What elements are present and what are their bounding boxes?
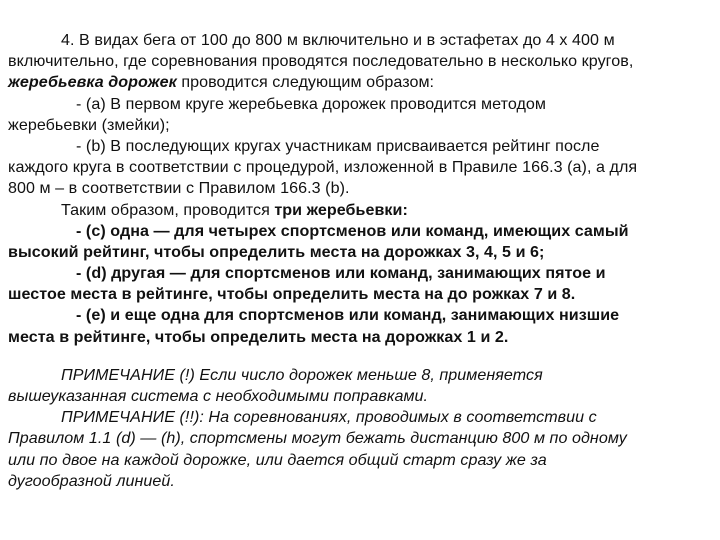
item-d-line-2: шестое места в рейтинге, чтобы определить места на до рожках 7 и 8. [8,285,576,304]
summary-line [8,200,706,221]
item-b-line-3: 800 м – в соответствии с Правилом 166.3 (b). [8,179,350,198]
note-2-line-4: дугообразной линией. [8,471,175,490]
note-1-line-2: вышеуказанная система с необходимыми поправками. [8,387,429,405]
note-1-line-1: ПРИМЕЧАНИЕ (!) Если число дорожек меньше 8, применяется [61,365,543,384]
note-2-line-1: ПРИМЕЧАНИЕ (!!): На соревнованиях, проводимых в соответствии с [61,408,597,427]
item-c-line-1: - (c) одна — для четырех спортсменов или команд, имеющих самый [76,221,629,240]
item-d-line-1: - (d) другая — для спортсменов или команд, занимающих пятое и [76,264,606,283]
summary-bold: три жеребьевки: [274,200,408,219]
paragraph-4-line-1: 4. В видах бега от 100 до 800 м включительно и в эстафетах до 4 х 400 м [61,31,615,49]
paragraph-gap [8,348,706,365]
line-rest-text: проводится следующим образом: [176,73,435,92]
emphasis-lane-draw: жеребьевка дорожек [8,73,177,92]
note-2-line-3: или по двое на каждой дорожке, или дается общий старт сразу же за [8,450,547,469]
item-a-line-2: жеребьевки (змейки); [8,115,170,134]
item-e-line-1: - (е) и еще одна для спортсменов или команд, занимающих низшие [76,306,620,325]
paragraph-4-line-2: включительно, где соревнования проводятся последовательно в несколько кругов, [8,52,634,71]
item-e-line-2: места в рейтинге, чтобы определить места на дорожках 1 и 2. [8,327,509,346]
item-b-line-2: каждого круга в соответствии с процедурой, изложенной в Правиле 166.3 (а), а для [8,158,638,177]
item-c-line-2: высокий рейтинг, чтобы определить места на дорожках 3, 4, 5 и 6; [8,242,545,261]
item-b-line-1: - (b) В последующих кругах участникам присваивается рейтинг после [76,136,600,155]
item-a-line-1: - (а) В первом круге жеребьевка дорожек проводится методом [76,94,547,113]
note-2-line-2: Правилом 1.1 (d) — (h), спортсмены могут бежать дистанцию 800 м по одному [8,429,627,448]
summary-text: Таким образом, проводится [61,200,275,219]
paragraph-4-line-3 [8,72,706,93]
